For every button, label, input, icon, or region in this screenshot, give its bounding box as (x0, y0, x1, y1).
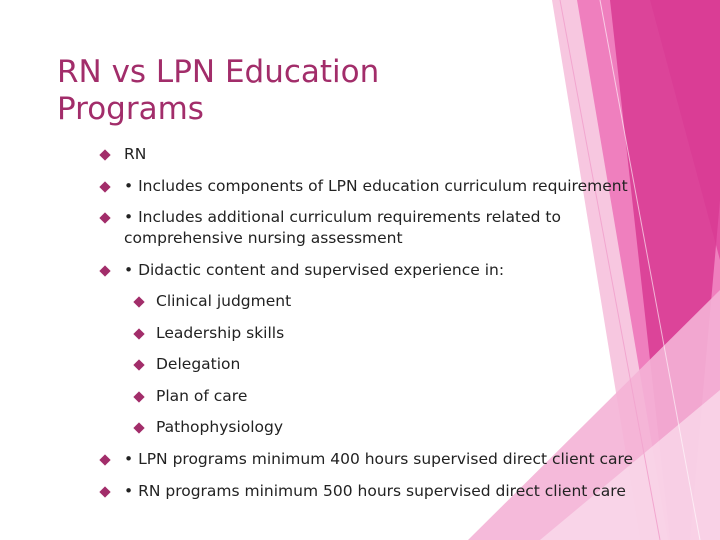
list-item: Pathophysiology (156, 418, 284, 436)
list-item: • LPN programs minimum 400 hours supervised direct client care (124, 450, 634, 468)
list-item: • Includes additional curriculum requirements related to comprehensive nursing assessment (124, 208, 561, 247)
diamond-bullet-icon (99, 486, 110, 497)
diamond-bullet-icon (99, 265, 110, 276)
diamond-bullet-icon (133, 328, 144, 339)
diamond-bullet-icon (133, 391, 144, 402)
diamond-bullet-icon (133, 296, 144, 307)
list-item: Leadership skills (156, 324, 285, 342)
diamond-bullet-icon (133, 359, 144, 370)
list-item: Plan of care (156, 387, 248, 405)
diamond-bullet-icon (99, 149, 110, 160)
diamond-bullet-icon (133, 422, 144, 433)
list-item: Clinical judgment (156, 292, 292, 310)
list-item: Delegation (156, 355, 241, 373)
slide-title: RN vs LPN Education Programs (57, 54, 380, 127)
list-item: • Didactic content and supervised experience in: (124, 261, 505, 279)
list-item: • Includes components of LPN education curriculum requirement (124, 177, 628, 195)
diamond-bullet-icon (99, 181, 110, 192)
diamond-bullet-icon (99, 212, 110, 223)
list-item: RN (124, 145, 147, 163)
list-item: • RN programs minimum 500 hours supervised direct client care (124, 482, 626, 500)
diamond-bullet-icon (99, 454, 110, 465)
